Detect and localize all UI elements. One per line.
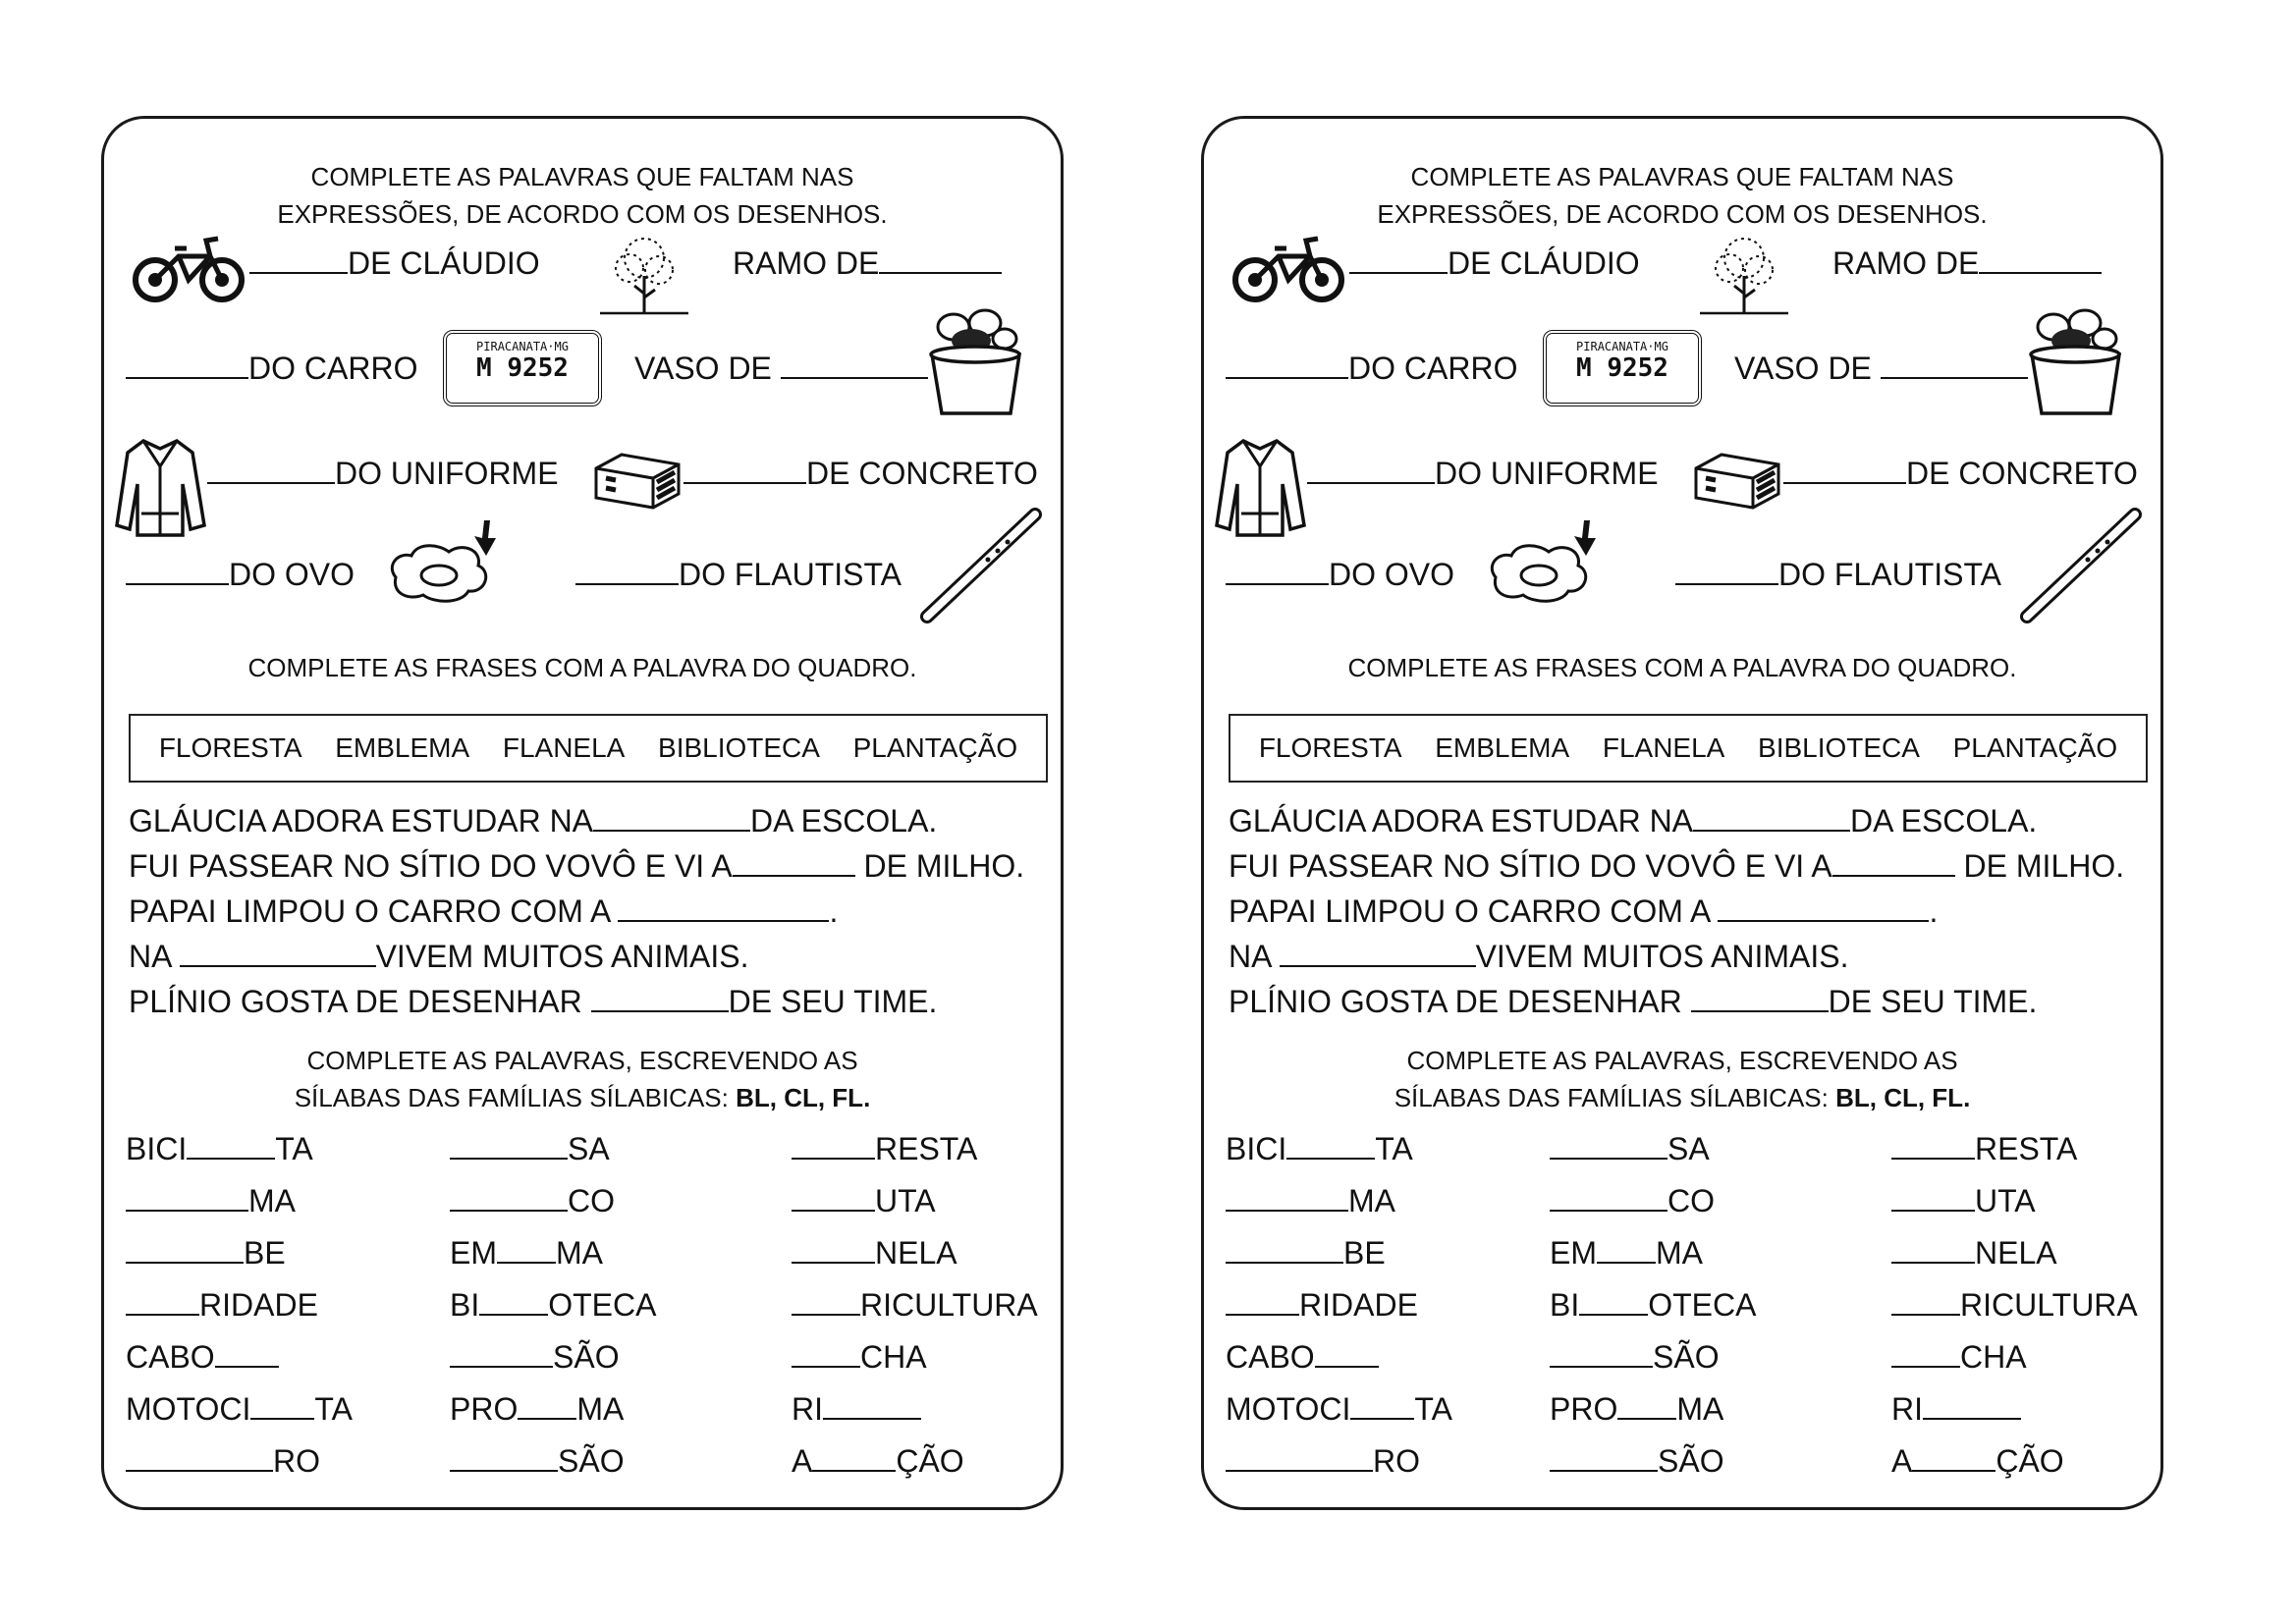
syllable-item: SA xyxy=(450,1130,610,1167)
syllable-item: MOTOCI TA xyxy=(126,1391,353,1427)
blank[interactable] xyxy=(1979,244,2102,274)
blank[interactable] xyxy=(1617,1390,1676,1420)
blank[interactable] xyxy=(593,802,750,832)
blank[interactable] xyxy=(1550,1130,1667,1160)
blank[interactable] xyxy=(126,1442,273,1472)
syllable-item: CHA xyxy=(792,1338,927,1376)
blank[interactable] xyxy=(126,1182,248,1212)
sentence: FUI PASSEAR NO SÍTIO DO VOVÔ E VI A DE MILHO. xyxy=(1229,848,2125,884)
worksheet-card-left xyxy=(101,116,1064,1510)
syllable-item: RI xyxy=(1891,1390,2021,1428)
word-bank-item: EMBLEMA xyxy=(1435,732,1570,763)
blank[interactable] xyxy=(792,1182,875,1212)
expression-item: RAMO DE xyxy=(733,244,1002,282)
syllable-item: SÃO xyxy=(450,1338,620,1376)
blank[interactable] xyxy=(1923,1390,2021,1420)
expression-item: DO OVO xyxy=(126,556,355,593)
syllable-item: A ÇÃO xyxy=(792,1443,964,1479)
blank[interactable] xyxy=(450,1130,568,1160)
blank[interactable] xyxy=(1912,1442,1995,1472)
flower-pot-icon xyxy=(924,305,1027,418)
sentence: PLÍNIO GOSTA DE DESENHAR DE SEU TIME. xyxy=(129,984,938,1019)
blank[interactable] xyxy=(1307,455,1435,484)
blank[interactable] xyxy=(618,893,829,922)
fried-egg-icon xyxy=(1484,516,1607,607)
syllable-item: SÃO xyxy=(1550,1338,1720,1376)
syllable-item: MOTOCI TA xyxy=(1226,1391,1452,1427)
syllable-item: BICI TA xyxy=(1226,1131,1413,1166)
sentence: NA VIVEM MUITOS ANIMAIS. xyxy=(1229,939,1849,974)
syllable-item: EM MA xyxy=(1550,1235,1703,1271)
word-bank-item: BIBLIOTECA xyxy=(1758,732,1920,763)
flower-icon xyxy=(600,229,688,317)
sentence: GLÁUCIA ADORA ESTUDAR NA DA ESCOLA. xyxy=(129,803,938,839)
blank[interactable] xyxy=(1226,1442,1373,1472)
blank[interactable] xyxy=(781,350,928,379)
syllable-item: RO xyxy=(126,1442,320,1480)
blank[interactable] xyxy=(126,1286,199,1316)
blank[interactable] xyxy=(792,1234,875,1264)
sentence: GLÁUCIA ADORA ESTUDAR NA DA ESCOLA. xyxy=(1229,803,2038,839)
blank[interactable] xyxy=(1675,556,1778,585)
syllable-item: RICULTURA xyxy=(1891,1286,2138,1324)
blank[interactable] xyxy=(792,1130,875,1160)
syllable-item: BE xyxy=(126,1234,286,1272)
syllable-item: NELA xyxy=(792,1234,957,1272)
word-bank-item: PLANTAÇÃO xyxy=(852,732,1018,763)
expression-item: DO UNIFORME xyxy=(207,455,559,492)
blank[interactable] xyxy=(1226,1286,1299,1316)
syllable-item: BICI TA xyxy=(126,1131,313,1166)
expression-item: DE CONCRETO xyxy=(1783,455,2138,492)
blank[interactable] xyxy=(518,1390,576,1420)
blank[interactable] xyxy=(1550,1442,1658,1472)
blank[interactable] xyxy=(823,1390,921,1420)
fried-egg-icon xyxy=(384,516,507,607)
blank[interactable] xyxy=(1350,1390,1414,1420)
blank[interactable] xyxy=(1783,455,1906,484)
syllable-item: RIDADE xyxy=(126,1286,318,1324)
syllable-item: BI OTECA xyxy=(450,1287,657,1323)
syllable-item: RESTA xyxy=(792,1130,977,1167)
expression-item: DE CLÁUDIO xyxy=(249,244,540,282)
syllable-item: RESTA xyxy=(1891,1130,2077,1167)
blank[interactable] xyxy=(591,983,729,1012)
blank[interactable] xyxy=(207,455,335,484)
blank[interactable] xyxy=(1349,244,1448,274)
blank[interactable] xyxy=(1550,1182,1667,1212)
expression-item: DO FLAUTISTA xyxy=(1675,556,2001,593)
expression-item: VASO DE xyxy=(634,350,928,387)
expression-item: RAMO DE xyxy=(1832,244,2102,282)
expression-item: DO CARRO xyxy=(126,350,417,387)
blank[interactable] xyxy=(249,244,348,274)
shirt-icon xyxy=(114,435,207,538)
blank[interactable] xyxy=(575,556,679,585)
section1-heading xyxy=(104,158,1061,233)
sentence: PLÍNIO GOSTA DE DESENHAR DE SEU TIME. xyxy=(1229,984,2038,1019)
heading-line: COMPLETE AS PALAVRAS, ESCREVENDO AS xyxy=(306,1046,858,1075)
word-bank-item: FLANELA xyxy=(502,732,626,763)
word-bank-item: BIBLIOTECA xyxy=(658,732,820,763)
word-bank-box xyxy=(129,714,1048,783)
blank[interactable] xyxy=(1881,350,2028,379)
blank[interactable] xyxy=(812,1442,896,1472)
blank[interactable] xyxy=(1315,1338,1379,1368)
syllable-item: RO xyxy=(1226,1442,1420,1480)
flute-icon xyxy=(919,507,1047,624)
syllable-item: RI xyxy=(792,1390,921,1428)
heading-line: COMPLETE AS PALAVRAS QUE FALTAM NAS xyxy=(1410,162,1954,191)
blank[interactable] xyxy=(450,1182,568,1212)
flute-icon xyxy=(2019,507,2147,624)
blank[interactable] xyxy=(792,1338,860,1368)
syllable-item: A ÇÃO xyxy=(1891,1443,2064,1479)
syllable-item: SÃO xyxy=(450,1442,625,1480)
syllable-item: BE xyxy=(1226,1234,1386,1272)
syllable-item: BI OTECA xyxy=(1550,1287,1757,1323)
syllable-item: UTA xyxy=(1891,1182,2036,1219)
blank[interactable] xyxy=(126,1234,244,1264)
expression-item: DO CARRO xyxy=(1226,350,1517,387)
blank[interactable] xyxy=(1891,1234,1975,1264)
blank[interactable] xyxy=(1280,938,1476,967)
blank[interactable] xyxy=(1693,802,1850,832)
license-plate-icon: PIRACANATA·MG M 9252 xyxy=(1543,330,1702,406)
blank[interactable] xyxy=(1718,893,1929,922)
heading-line: COMPLETE AS PALAVRAS, ESCREVENDO AS xyxy=(1406,1046,1958,1075)
sentence: PAPAI LIMPOU O CARRO COM A . xyxy=(1229,893,1939,929)
word-bank-item: EMBLEMA xyxy=(335,732,470,763)
concrete-block-icon xyxy=(592,451,683,512)
blank[interactable] xyxy=(1891,1286,1960,1316)
blank[interactable] xyxy=(450,1442,558,1472)
syllable-item: SÃO xyxy=(1550,1442,1724,1480)
heading-line: EXPRESSÕES, DE ACORDO COM OS DESENHOS. xyxy=(277,199,888,229)
blank[interactable] xyxy=(879,244,1002,274)
word-bank-item: PLANTAÇÃO xyxy=(1952,732,2118,763)
blank[interactable] xyxy=(1597,1234,1656,1264)
blank[interactable] xyxy=(1832,847,1955,877)
syllable-item: EM MA xyxy=(450,1235,603,1271)
syllable-item: MA xyxy=(126,1182,296,1219)
expression-item: DE CONCRETO xyxy=(683,455,1038,492)
blank[interactable] xyxy=(450,1338,553,1368)
expression-item: DO FLAUTISTA xyxy=(575,556,902,593)
syllable-item: CABO xyxy=(126,1338,279,1376)
blank[interactable] xyxy=(250,1390,314,1420)
syllable-item: NELA xyxy=(1891,1234,2057,1272)
blank[interactable] xyxy=(497,1234,556,1264)
syllable-item: PRO MA xyxy=(1550,1391,1724,1427)
blank[interactable] xyxy=(126,556,229,585)
worksheet-card-right xyxy=(1201,116,2163,1510)
blank[interactable] xyxy=(1226,1234,1343,1264)
blank[interactable] xyxy=(126,350,248,379)
section3-heading xyxy=(1204,1042,2160,1116)
section2-heading: COMPLETE AS FRASES COM A PALAVRA DO QUADRO. xyxy=(1347,653,2017,682)
word-bank-item: FLORESTA xyxy=(1258,732,1402,763)
section2-heading: COMPLETE AS FRASES COM A PALAVRA DO QUADRO. xyxy=(247,653,917,682)
blank[interactable] xyxy=(187,1130,275,1160)
blank[interactable] xyxy=(1226,350,1348,379)
sentence: NA VIVEM MUITOS ANIMAIS. xyxy=(129,939,749,974)
syllable-item: MA xyxy=(1226,1182,1395,1219)
word-bank-item: FLORESTA xyxy=(158,732,302,763)
blank[interactable] xyxy=(1891,1182,1975,1212)
blank[interactable] xyxy=(733,847,855,877)
heading-line: COMPLETE AS PALAVRAS QUE FALTAM NAS xyxy=(310,162,854,191)
blank[interactable] xyxy=(180,938,376,967)
heading-line: SÍLABAS DAS FAMÍLIAS SÍLABICAS: BL, CL, FL. xyxy=(294,1083,871,1112)
sentence: PAPAI LIMPOU O CARRO COM A . xyxy=(129,893,839,929)
blank[interactable] xyxy=(1579,1286,1648,1316)
blank[interactable] xyxy=(1691,983,1829,1012)
section3-heading xyxy=(104,1042,1061,1116)
flower-icon xyxy=(1700,229,1788,317)
syllable-item: RICULTURA xyxy=(792,1286,1038,1324)
blank[interactable] xyxy=(1550,1338,1653,1368)
syllable-item: CO xyxy=(1550,1182,1715,1219)
expression-item: DO OVO xyxy=(1226,556,1454,593)
blank[interactable] xyxy=(479,1286,548,1316)
concrete-block-icon xyxy=(1692,451,1782,512)
word-bank-box xyxy=(1229,714,2148,783)
syllable-item: RIDADE xyxy=(1226,1286,1418,1324)
section1-heading xyxy=(1204,158,2160,233)
heading-line: SÍLABAS DAS FAMÍLIAS SÍLABICAS: BL, CL, FL. xyxy=(1394,1083,1971,1112)
syllable-item: SA xyxy=(1550,1130,1710,1167)
blank[interactable] xyxy=(683,455,806,484)
expression-item: VASO DE xyxy=(1734,350,2028,387)
shirt-icon xyxy=(1214,435,1307,538)
blank[interactable] xyxy=(1891,1130,1975,1160)
blank[interactable] xyxy=(1286,1130,1375,1160)
blank[interactable] xyxy=(215,1338,279,1368)
syllable-item: CHA xyxy=(1891,1338,2027,1376)
blank[interactable] xyxy=(1891,1338,1960,1368)
bicycle-icon xyxy=(132,229,249,307)
blank[interactable] xyxy=(1226,556,1329,585)
syllable-item: UTA xyxy=(792,1182,936,1219)
syllable-item: CABO xyxy=(1226,1338,1379,1376)
license-plate-icon: PIRACANATA·MG M 9252 xyxy=(443,330,602,406)
heading-line: EXPRESSÕES, DE ACORDO COM OS DESENHOS. xyxy=(1377,199,1988,229)
flower-pot-icon xyxy=(2024,305,2127,418)
blank[interactable] xyxy=(1226,1182,1348,1212)
word-bank-item: FLANELA xyxy=(1602,732,1725,763)
sentence: FUI PASSEAR NO SÍTIO DO VOVÔ E VI A DE MILHO. xyxy=(129,848,1025,884)
syllable-item: PRO MA xyxy=(450,1391,625,1427)
syllable-item: CO xyxy=(450,1182,615,1219)
blank[interactable] xyxy=(792,1286,860,1316)
bicycle-icon xyxy=(1231,229,1349,307)
expression-item: DO UNIFORME xyxy=(1307,455,1659,492)
expression-item: DE CLÁUDIO xyxy=(1349,244,1640,282)
